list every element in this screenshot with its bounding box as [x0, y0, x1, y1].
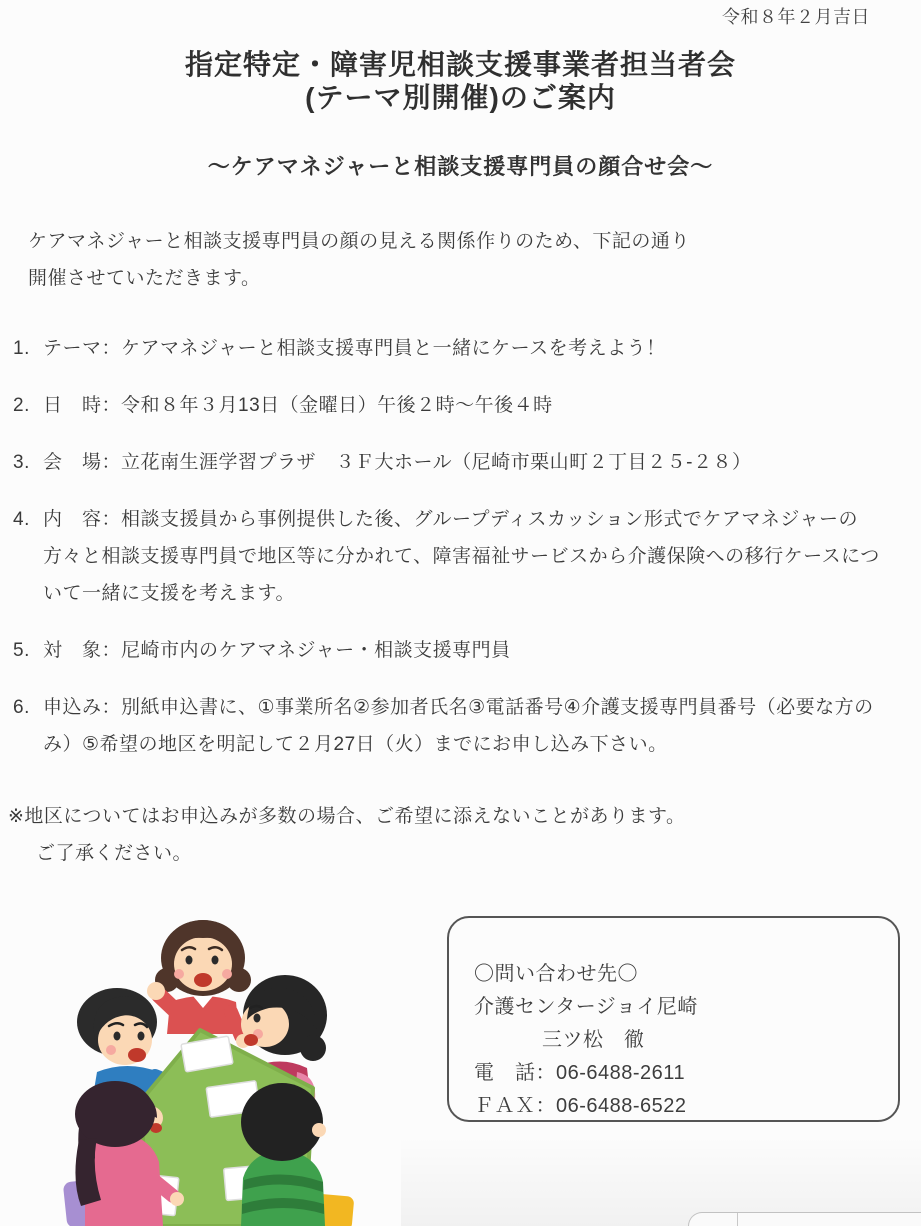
group-discussion-illustration — [55, 900, 395, 1226]
footnote — [8, 798, 881, 872]
list-item-application — [13, 689, 881, 763]
item-text: 令和８年３月13日（金曜日）午後２時～午後４時 — [121, 395, 553, 416]
item-number: 5. — [13, 640, 30, 661]
item-label: 申込み： — [43, 697, 122, 718]
list-item-venue — [13, 444, 881, 481]
intro-line2: 開催させていただきます。 — [28, 268, 261, 289]
contact-organization: 介護センタージョイ尼崎 — [474, 996, 698, 1018]
item-text: 別紙申込書に、①事業所名②参加者氏名③電話番号④介護支援専門員番号（必要な方のみ）⑤希望の地区を明記して２月27日（火）までにお申し込み下さい。 — [43, 697, 874, 755]
partial-toolbar[interactable] — [688, 1212, 921, 1226]
footnote-line2: ご了承ください。 — [36, 843, 193, 864]
item-label: テーマ： — [43, 338, 122, 359]
footnote-line1: ※地区についてはお申込みが多数の場合、ご希望に添えないことがあります。 — [8, 806, 686, 827]
subtitle: ～ケアマネジャーと相談支援専門員の顔合せ会～ — [207, 154, 714, 179]
item-label: 日 時： — [43, 395, 122, 416]
list-item-theme — [13, 330, 881, 367]
page-title — [0, 48, 921, 114]
item-number: 1. — [13, 338, 30, 359]
intro-paragraph — [28, 223, 891, 297]
list-item-audience — [13, 632, 881, 669]
contact-person: 三ツ松 徹 — [542, 1029, 645, 1051]
item-number: 6. — [13, 697, 30, 718]
title-line2: (テーマ別開催)のご案内 — [305, 82, 616, 113]
item-label: 対 象： — [43, 640, 122, 661]
item-number: 4. — [13, 509, 30, 530]
item-text: 相談支援員から事例提供した後、グループディスカッション形式でケアマネジャーの方々と相談支援専門員で地区等に分かれて、障害福祉サービスから介護保険への移行ケースについて一緒に支援を考えます。 — [43, 509, 880, 604]
document-date: 令和８年２月吉日 — [722, 7, 870, 27]
item-text: 立花南生涯学習プラザ ３Ｆ大ホール（尼崎市栗山町２丁目２５-２８） — [121, 452, 752, 473]
item-text: ケアマネジャーと相談支援専門員と一緒にケースを考えよう！ — [121, 338, 666, 359]
item-label: 会 場： — [43, 452, 122, 473]
contact-box — [447, 916, 900, 1122]
intro-line1: ケアマネジャーと相談支援専門員の顔の見える関係作りのため、下記の通り — [28, 231, 690, 252]
item-label: 内 容： — [43, 509, 122, 530]
list-item-datetime — [13, 387, 881, 424]
item-text: 尼崎市内のケアマネジャー・相談支援専門員 — [121, 640, 511, 661]
title-line1: 指定特定・障害児相談支援事業者担当者会 — [184, 49, 736, 80]
agenda-list — [13, 330, 881, 783]
toolbar-divider — [737, 1213, 738, 1226]
item-number: 3. — [13, 452, 30, 473]
list-item-content — [13, 501, 881, 612]
contact-heading: 〇問い合わせ先〇 — [474, 963, 638, 985]
contact-fax: ＦＡＸ：06-6488-6522 — [474, 1095, 687, 1117]
item-number: 2. — [13, 395, 30, 416]
contact-tel: 電 話：06-6488-2611 — [474, 1062, 686, 1084]
